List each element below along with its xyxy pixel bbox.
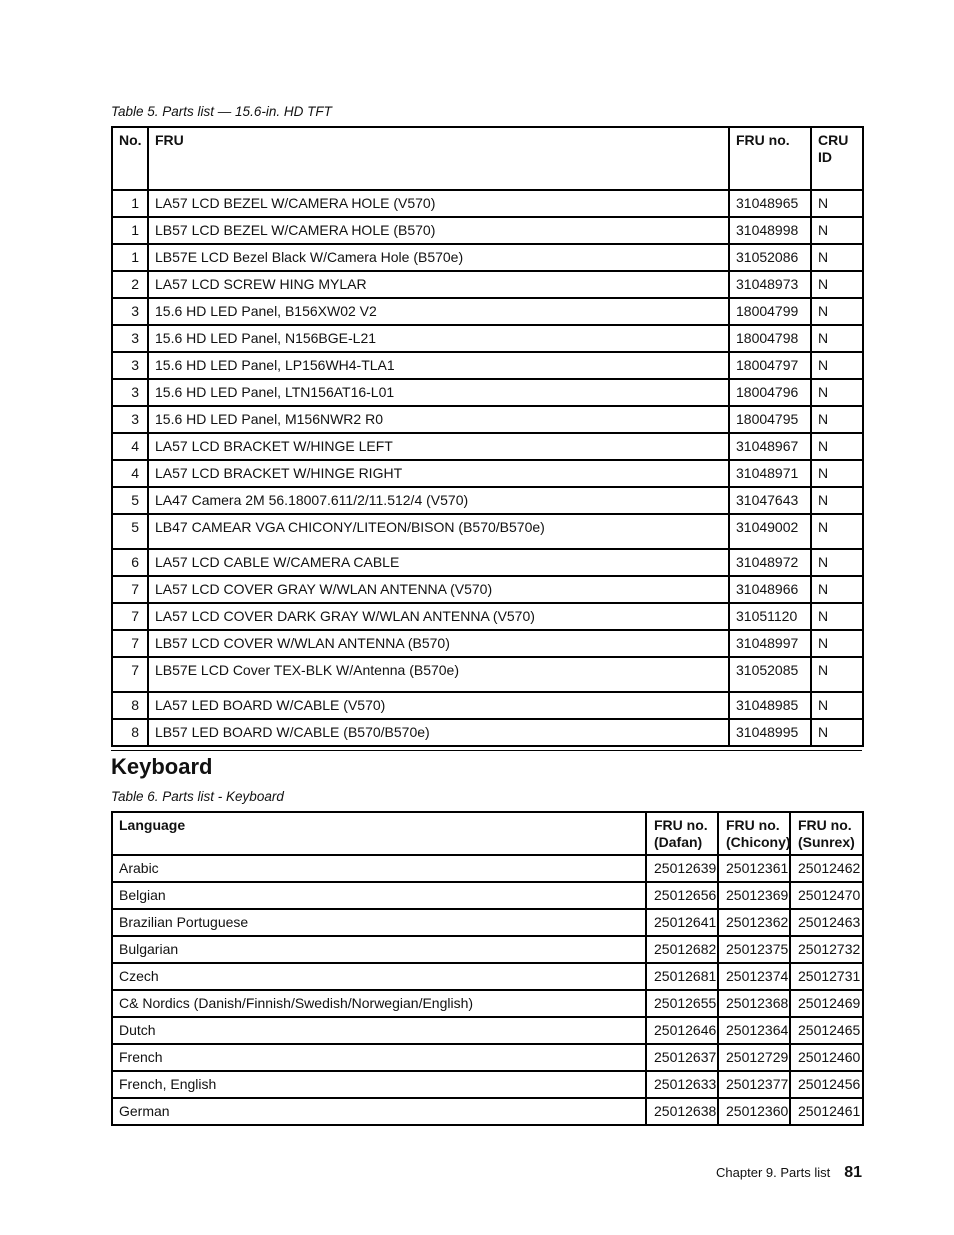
table-row (112, 1017, 863, 1044)
cell-fru: LA57 LCD COVER GRAY W/WLAN ANTENNA (V570) (148, 576, 729, 603)
cell-no: 1 (112, 244, 148, 271)
header-fru-chicony: FRU no. (Chicony) (718, 812, 790, 855)
cell-language: German (112, 1098, 646, 1125)
cell-fru-sunrex: 25012463 (790, 909, 863, 936)
section-title: Keyboard (111, 754, 213, 779)
cell-no: 4 (112, 460, 148, 487)
cell-fru-chicony: 25012362 (718, 909, 790, 936)
cell-fru: LA57 LCD SCREW HING MYLAR (148, 271, 729, 298)
cell-language: C& Nordics (Danish/Finnish/Swedish/Norwegian/English) (112, 990, 646, 1017)
cell-cru-id: N (811, 271, 863, 298)
cell-fru-sunrex: 25012469 (790, 990, 863, 1017)
table-row (112, 271, 863, 298)
cell-fru-dafan: 25012637 (646, 1044, 718, 1071)
cell-fru-chicony: 25012375 (718, 936, 790, 963)
cell-language: French, English (112, 1071, 646, 1098)
cell-cru-id: N (811, 719, 863, 746)
page-number: 81 (844, 1164, 862, 1181)
cell-fru-no: 31048985 (729, 692, 811, 719)
cell-fru-dafan: 25012681 (646, 963, 718, 990)
header-no: No. (112, 127, 148, 190)
cell-no: 3 (112, 325, 148, 352)
cell-no: 5 (112, 514, 148, 549)
cell-fru: LA57 LCD BRACKET W/HINGE LEFT (148, 433, 729, 460)
cell-fru-no: 18004796 (729, 379, 811, 406)
cell-fru: LA57 LCD BRACKET W/HINGE RIGHT (148, 460, 729, 487)
cell-fru-no: 18004799 (729, 298, 811, 325)
header-cru-id: CRU ID (811, 127, 863, 190)
cell-fru-chicony: 25012360 (718, 1098, 790, 1125)
cell-fru: LA47 Camera 2M 56.18007.611/2/11.512/4 (V570) (148, 487, 729, 514)
cell-no: 5 (112, 487, 148, 514)
cell-no: 7 (112, 657, 148, 692)
cell-cru-id: N (811, 549, 863, 576)
cell-fru-no: 18004797 (729, 352, 811, 379)
cell-cru-id: N (811, 692, 863, 719)
cell-fru-no: 31048995 (729, 719, 811, 746)
page-footer (716, 1164, 862, 1182)
table-row (112, 576, 863, 603)
cell-cru-id: N (811, 379, 863, 406)
cell-fru: LB57E LCD Cover TEX-BLK W/Antenna (B570e) (148, 657, 729, 692)
table-row (112, 1098, 863, 1125)
table-row (112, 603, 863, 630)
cell-fru: 15.6 HD LED Panel, N156BGE-L21 (148, 325, 729, 352)
cell-fru-dafan: 25012646 (646, 1017, 718, 1044)
table-row (112, 657, 863, 692)
cell-no: 1 (112, 217, 148, 244)
cell-fru-no: 31048972 (729, 549, 811, 576)
cell-fru-dafan: 25012641 (646, 909, 718, 936)
cell-fru-sunrex: 25012470 (790, 882, 863, 909)
table-row (112, 909, 863, 936)
cell-no: 3 (112, 379, 148, 406)
cell-cru-id: N (811, 244, 863, 271)
header-fru-sunrex: FRU no. (Sunrex) (790, 812, 863, 855)
table-row (112, 1044, 863, 1071)
cell-fru-chicony: 25012374 (718, 963, 790, 990)
cell-cru-id: N (811, 460, 863, 487)
table6-caption: Table 6. Parts list - Keyboard (111, 789, 284, 804)
cell-fru-chicony: 25012368 (718, 990, 790, 1017)
header-fru-dafan: FRU no. (Dafan) (646, 812, 718, 855)
cell-cru-id: N (811, 217, 863, 244)
cell-fru-chicony: 25012364 (718, 1017, 790, 1044)
table-row (112, 244, 863, 271)
cell-language: Bulgarian (112, 936, 646, 963)
cell-fru-sunrex: 25012461 (790, 1098, 863, 1125)
cell-fru-sunrex: 25012731 (790, 963, 863, 990)
cell-fru-sunrex: 25012465 (790, 1017, 863, 1044)
footer-chapter: Chapter 9. Parts list (716, 1165, 831, 1180)
cell-language: Brazilian Portuguese (112, 909, 646, 936)
cell-fru-sunrex: 25012456 (790, 1071, 863, 1098)
table-row (112, 406, 863, 433)
table-row (112, 692, 863, 719)
cell-fru-dafan: 25012639 (646, 855, 718, 882)
table-row (112, 433, 863, 460)
table-row (112, 719, 863, 746)
cell-fru-dafan: 25012638 (646, 1098, 718, 1125)
cell-fru-sunrex: 25012462 (790, 855, 863, 882)
cell-cru-id: N (811, 433, 863, 460)
cell-fru-dafan: 25012633 (646, 1071, 718, 1098)
cell-language: French (112, 1044, 646, 1071)
cell-fru: LB57 LCD BEZEL W/CAMERA HOLE (B570) (148, 217, 729, 244)
cell-fru-no: 31052086 (729, 244, 811, 271)
table-row (112, 1071, 863, 1098)
table-row (112, 882, 863, 909)
cell-fru-no: 18004798 (729, 325, 811, 352)
cell-language: Arabic (112, 855, 646, 882)
section-divider (111, 750, 862, 751)
header-fru: FRU (148, 127, 729, 190)
cell-language: Dutch (112, 1017, 646, 1044)
cell-no: 3 (112, 406, 148, 433)
cell-fru-chicony: 25012377 (718, 1071, 790, 1098)
table-row (112, 936, 863, 963)
table-row (112, 379, 863, 406)
table-row (112, 298, 863, 325)
table-row (112, 352, 863, 379)
cell-fru: LB57E LCD Bezel Black W/Camera Hole (B570e) (148, 244, 729, 271)
cell-fru-chicony: 25012729 (718, 1044, 790, 1071)
cell-language: Belgian (112, 882, 646, 909)
cell-fru: 15.6 HD LED Panel, LTN156AT16-L01 (148, 379, 729, 406)
cell-no: 3 (112, 352, 148, 379)
table-row (112, 630, 863, 657)
table-row (112, 217, 863, 244)
cell-cru-id: N (811, 603, 863, 630)
cell-fru-no: 31048971 (729, 460, 811, 487)
cell-fru-no: 18004795 (729, 406, 811, 433)
cell-no: 3 (112, 298, 148, 325)
cell-cru-id: N (811, 657, 863, 692)
cell-cru-id: N (811, 298, 863, 325)
cell-fru-chicony: 25012369 (718, 882, 790, 909)
cell-no: 7 (112, 630, 148, 657)
table-row (112, 990, 863, 1017)
cell-fru: LA57 LCD BEZEL W/CAMERA HOLE (V570) (148, 190, 729, 217)
cell-fru-no: 31047643 (729, 487, 811, 514)
cell-no: 7 (112, 576, 148, 603)
table-row (112, 855, 863, 882)
cell-cru-id: N (811, 487, 863, 514)
cell-fru-no: 31052085 (729, 657, 811, 692)
cell-cru-id: N (811, 190, 863, 217)
cell-cru-id: N (811, 325, 863, 352)
table-row (112, 514, 863, 549)
table-row (112, 190, 863, 217)
table-row (112, 549, 863, 576)
cell-fru-chicony: 25012361 (718, 855, 790, 882)
cell-fru-no: 31048973 (729, 271, 811, 298)
table-row (112, 325, 863, 352)
cell-fru-sunrex: 25012732 (790, 936, 863, 963)
cell-fru: LB47 CAMEAR VGA CHICONY/LITEON/BISON (B570/B570e) (148, 514, 729, 549)
cell-fru: LB57 LCD COVER W/WLAN ANTENNA (B570) (148, 630, 729, 657)
cell-no: 6 (112, 549, 148, 576)
cell-cru-id: N (811, 576, 863, 603)
cell-fru: LA57 LED BOARD W/CABLE (V570) (148, 692, 729, 719)
cell-fru-no: 31048998 (729, 217, 811, 244)
cell-fru: LA57 LCD CABLE W/CAMERA CABLE (148, 549, 729, 576)
cell-fru: 15.6 HD LED Panel, LP156WH4-TLA1 (148, 352, 729, 379)
cell-no: 8 (112, 692, 148, 719)
cell-fru: LA57 LCD COVER DARK GRAY W/WLAN ANTENNA (V570) (148, 603, 729, 630)
cell-no: 7 (112, 603, 148, 630)
cell-fru-no: 31048966 (729, 576, 811, 603)
cell-fru-no: 31048965 (729, 190, 811, 217)
cell-fru-no: 31048997 (729, 630, 811, 657)
cell-no: 8 (112, 719, 148, 746)
cell-fru-dafan: 25012656 (646, 882, 718, 909)
table-row (112, 460, 863, 487)
cell-no: 1 (112, 190, 148, 217)
cell-fru-no: 31048967 (729, 433, 811, 460)
cell-fru: LB57 LED BOARD W/CABLE (B570/B570e) (148, 719, 729, 746)
cell-fru-sunrex: 25012460 (790, 1044, 863, 1071)
cell-language: Czech (112, 963, 646, 990)
table-row (112, 487, 863, 514)
parts-table-lcd (111, 126, 864, 747)
cell-fru: 15.6 HD LED Panel, M156NWR2 R0 (148, 406, 729, 433)
table-row (112, 963, 863, 990)
parts-table-keyboard (111, 811, 864, 1126)
cell-no: 4 (112, 433, 148, 460)
header-language: Language (112, 812, 646, 855)
table5-caption: Table 5. Parts list — 15.6-in. HD TFT (111, 104, 332, 119)
cell-fru-no: 31051120 (729, 603, 811, 630)
table-header-row (112, 127, 863, 190)
cell-cru-id: N (811, 514, 863, 549)
table-header-row (112, 812, 863, 855)
cell-cru-id: N (811, 352, 863, 379)
cell-cru-id: N (811, 630, 863, 657)
cell-fru: 15.6 HD LED Panel, B156XW02 V2 (148, 298, 729, 325)
cell-fru-dafan: 25012655 (646, 990, 718, 1017)
header-fru-no: FRU no. (729, 127, 811, 190)
cell-fru-dafan: 25012682 (646, 936, 718, 963)
cell-cru-id: N (811, 406, 863, 433)
cell-no: 2 (112, 271, 148, 298)
cell-fru-no: 31049002 (729, 514, 811, 549)
